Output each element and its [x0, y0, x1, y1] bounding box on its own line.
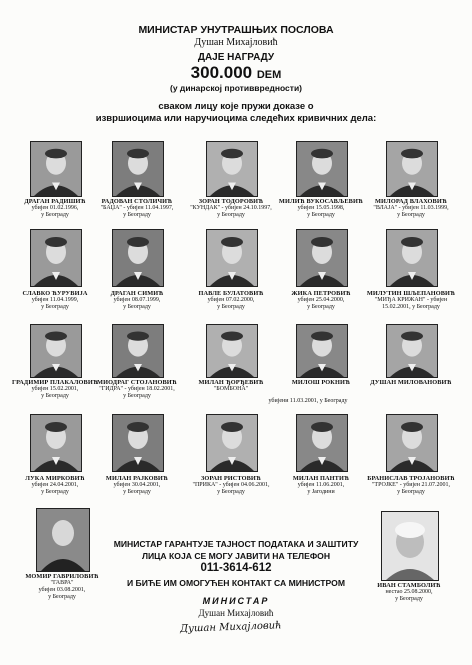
victim-caption	[9, 475, 101, 496]
victim-detail: "МИЂА КРИЖАН" - убијен	[374, 297, 448, 303]
victim-caption	[185, 198, 277, 219]
victim-name: ИВАН СТАМБОЛИЋ	[377, 582, 441, 589]
victim-name: ЗОРАН РИСТОВИЋ	[200, 475, 262, 482]
reward-amount-line	[0, 63, 472, 83]
victim-photo	[112, 414, 164, 472]
victim-name: МИЛАН РАЈКОВИЋ	[105, 475, 169, 482]
dinar-note: (у динарској противвредности)	[170, 83, 302, 93]
victim-caption	[365, 475, 457, 496]
victim-place: у Београду	[217, 489, 245, 495]
victim-place: у Београду	[123, 212, 151, 218]
ministry-title: МИНИСТАР УНУТРАШЊИХ ПОСЛОВА	[138, 24, 334, 36]
victim-photo	[36, 508, 90, 572]
victim-detail: "ПРИКА" - убијен 04.06.2001,	[192, 482, 270, 488]
victim-place: у Београду	[307, 304, 335, 310]
victim-date: нестао 25.08.2000,	[385, 589, 433, 595]
victim-photo	[296, 141, 348, 197]
victim-detail: убијен 15.02.2001,	[31, 386, 79, 392]
victim-place: у Београду	[395, 596, 423, 602]
victim-caption	[9, 379, 101, 400]
victim-name: ЖИКА ПЕТРОВИЋ	[291, 290, 351, 297]
victim-caption	[275, 198, 367, 219]
victim-date: убијен 03.08.2001,	[38, 587, 86, 593]
victim-place: у Београду	[307, 212, 335, 218]
victim-nickname: "ГАВРА"	[50, 580, 74, 586]
victim-caption	[91, 379, 183, 400]
victim-name: ГРАДИМИР ПЛАКАЛОВИЋ	[12, 379, 98, 386]
victim-detail: убијен 11.04.1999,	[31, 297, 79, 303]
victim-name: ДУШАН МИЛОВАНОВИЋ	[370, 379, 452, 386]
victim-photo	[30, 414, 82, 472]
victim-caption	[20, 573, 104, 601]
victim-caption	[185, 290, 277, 311]
victim-name: МИЛОРАД ВЛАХОВИЋ	[375, 198, 447, 205]
victim-place: у Београду	[123, 393, 151, 399]
signature-title: МИНИСТАР	[202, 596, 270, 606]
victim-place: у Београду	[41, 212, 69, 218]
reward-heading: ДАЈЕ НАГРАДУ	[197, 52, 275, 63]
victim-place: у Београду	[397, 212, 425, 218]
victim-photo	[206, 229, 258, 287]
victim-detail: "КУНДАК" - убијен 24.10.1997,	[190, 205, 272, 211]
victim-caption	[9, 290, 101, 311]
handwritten-signature: Душан Михајловић	[179, 620, 282, 635]
victim-detail: "ГИДРА" - убијен 18.02.2001,	[99, 386, 175, 392]
victim-place: у Београду	[123, 489, 151, 495]
victim-photo	[296, 229, 348, 287]
victim-name: МИЛУТИН ШЉЕПАНОВИЋ	[366, 290, 456, 297]
victim-detail: убијен 07.02.2000,	[207, 297, 255, 303]
victim-detail: убијен 25.04.2000,	[297, 297, 345, 303]
minister-name: Душан Михајловић	[194, 37, 278, 48]
victim-detail: убијен 15.05.1998,	[297, 205, 345, 211]
victim-name: МИОДРАГ СТОЈАНОВИЋ	[97, 379, 177, 386]
victim-place: у Београду	[41, 304, 69, 310]
victim-photo	[112, 141, 164, 197]
victim-name: МИЛАН ЂОРЂЕВИЋ	[198, 379, 264, 386]
victim-place: 15.02.2001, у Београду	[382, 304, 440, 310]
victim-photo	[296, 414, 348, 472]
victim-name: ЗОРАН ТОДОРОВИЋ	[198, 198, 264, 205]
victim-detail: убијен 24.04.2001,	[31, 482, 79, 488]
victim-name: РАДОВАН СТОЛИЧИЋ	[101, 198, 173, 205]
victim-caption	[365, 198, 457, 219]
victim-caption	[365, 379, 457, 386]
victim-photo	[206, 324, 258, 378]
victim-caption	[91, 475, 183, 496]
victim-photo	[386, 324, 438, 378]
victim-detail: убијен 01.02.1996,	[31, 205, 79, 211]
victim-photo	[112, 229, 164, 287]
victim-caption	[91, 198, 183, 219]
victim-photo	[386, 141, 438, 197]
intro-line-1: сваком лицу које пружи доказе о	[158, 101, 314, 112]
victim-name: ДРАГАН СИМИЋ	[110, 290, 164, 297]
reward-amount: 300.000	[190, 63, 253, 82]
victim-name: ДРАГАН РАДИШИЋ	[24, 198, 86, 205]
victim-name: БРАНИСЛАВ ТРОЈАНОВИЋ	[367, 475, 455, 482]
victim-caption	[9, 198, 101, 219]
victim-caption	[365, 582, 453, 603]
victim-place: у Јагодини	[307, 489, 335, 495]
victim-caption	[185, 475, 277, 496]
reward-currency: DEM	[256, 69, 282, 81]
victim-detail: "ВЛАЈА" - убијен 11.03.1999,	[373, 205, 449, 211]
victim-detail: убијен 11.06.2001,	[297, 482, 345, 488]
victim-detail: убијен 08.07.1999,	[113, 297, 161, 303]
victim-photo	[206, 414, 258, 472]
guarantee-line-3: И БИЋЕ ИМ ОМОГУЋЕН КОНТАКТ СА МИНИСТРОМ	[126, 578, 346, 588]
signature-name: Душан Михајловић	[198, 608, 274, 618]
victim-photo	[30, 141, 82, 197]
victim-place: у Београду	[41, 393, 69, 399]
victim-caption	[91, 290, 183, 311]
victim-place: у Београду	[217, 212, 245, 218]
victim-name: МИЛИЋ ВУКОСАВЉЕВИЋ	[278, 198, 364, 205]
victim-detail: "ТРОЈКЕ" - убијен 21.07.2001,	[371, 482, 451, 488]
victim-photo	[386, 229, 438, 287]
victim-place: у Београду	[217, 304, 245, 310]
victim-name: ПАВЛЕ БУЛАТОВИЋ	[198, 290, 264, 297]
victim-name: МИЛОШ РОКНИЋ	[291, 379, 351, 386]
victim-caption	[275, 475, 367, 496]
victim-name: МИЛАН ПАНТИЋ	[292, 475, 350, 482]
victim-photo	[206, 141, 258, 197]
victim-name: СЛАВКО ЋУРУВИЈА	[22, 290, 88, 297]
victim-name: МОМИР ГАВРИЛОВИЋ	[25, 573, 99, 580]
victim-photo	[296, 324, 348, 378]
guarantee-line-2: ЛИЦА КОЈА СЕ МОГУ ЈАВИТИ НА ТЕЛЕФОН	[141, 551, 331, 561]
victim-photo	[381, 511, 439, 581]
victim-place: у Београду	[41, 489, 69, 495]
victim-detail: "БАЏА" - убијен 11.04.1997,	[100, 205, 174, 211]
victim-photo	[30, 324, 82, 378]
victim-photo	[112, 324, 164, 378]
victim-caption	[365, 290, 457, 311]
group-note: убијени 11.03.2001, у Београду	[268, 398, 348, 404]
intro-line-2: извршиоцима или наручиоцима следећих кривичних дела:	[95, 113, 377, 124]
guarantee-line-1: МИНИСТАР ГАРАНТУЈЕ ТАЈНОСТ ПОДАТАКА И ЗАШТИТУ	[113, 539, 359, 549]
victim-place: у Београду	[48, 594, 76, 600]
victim-photo	[386, 414, 438, 472]
victim-caption	[275, 379, 367, 386]
victim-caption	[275, 290, 367, 311]
victim-photo	[30, 229, 82, 287]
victim-detail: "БОМБОНА"	[213, 386, 249, 392]
phone-number: 011-3614-612	[200, 562, 272, 574]
victim-name: ЛУКА МИРКОВИЋ	[25, 475, 85, 482]
victim-detail: убијен 30.04.2001,	[113, 482, 161, 488]
victim-place: у Београду	[123, 304, 151, 310]
victim-place: у Београду	[397, 489, 425, 495]
victim-caption	[185, 379, 277, 393]
